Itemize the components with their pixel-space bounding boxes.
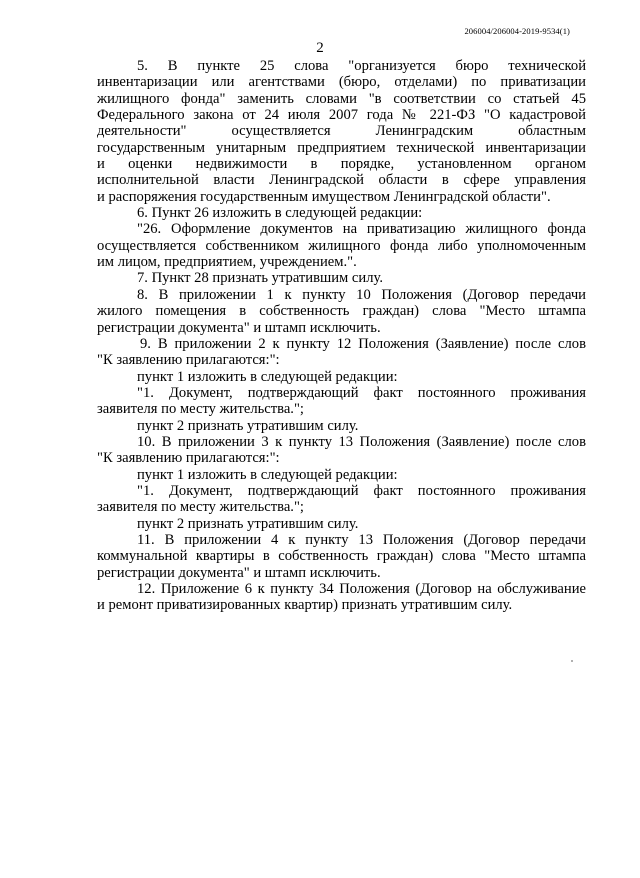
paragraph-6: 6. Пункт 26 изложить в следующей редакции: (137, 205, 423, 222)
paragraph-5-line: и оценки недвижимости в порядке, установленном органом (97, 156, 586, 173)
paragraph-5-line: и распоряжения государственным имуществом Ленинградской области". (97, 188, 551, 205)
quote-26-line: им лицом, предприятием, учреждением.". (97, 254, 357, 271)
document-id: 206004/206004-2019-9534(1) (464, 26, 570, 36)
page-number: 2 (316, 40, 324, 56)
scan-speck (571, 660, 573, 662)
paragraph-5-line: Федерального закона от 24 июля 2007 года № 221-ФЗ "О кадастровой (97, 107, 586, 124)
paragraph-11-line: регистрации документа" и штамп исключить. (97, 564, 381, 581)
paragraph-5-line: инвентаризации или агентствами (бюро, отделами) по приватизации (97, 74, 586, 91)
paragraph-10-quote-line: заявителя по месту жительства."; (97, 499, 304, 516)
paragraph-11-line: 11. В приложении 4 к пункту 13 Положения (Договор передачи (137, 531, 586, 548)
paragraph-8-line: 8. В приложении 1 к пункту 10 Положения (Договор передачи (137, 286, 586, 303)
paragraph-5-line: государственным унитарным предприятием технической инвентаризации (97, 139, 586, 156)
paragraph-5-line: 5. В пункте 25 слова "организуется бюро технической (137, 58, 586, 74)
paragraph-12-line: и ремонт приватизированных квартир) признать утратившим силу. (97, 597, 513, 614)
paragraph-5-line: жилищного фонда" заменить словами "в соответствии со статьей 45 (97, 90, 586, 107)
paragraph-10-subitem-2: пункт 2 признать утратившим силу. (137, 515, 359, 532)
paragraph-10-subitem-1: пункт 1 изложить в следующей редакции: (137, 466, 398, 483)
paragraph-9-subitem-1: пункт 1 изложить в следующей редакции: (137, 368, 398, 385)
paragraph-9-line: 9. В приложении 2 к пункту 12 Положения (Заявление) после слов (140, 335, 586, 352)
paragraph-5-line: исполнительной власти Ленинградской области в сфере управления (97, 172, 586, 189)
quote-26-line: осуществляется собственником жилищного фонда либо уполномоченным (97, 237, 586, 254)
paragraph-9-subitem-2: пункт 2 признать утратившим силу. (137, 417, 359, 434)
paragraph-11-line: коммунальной квартиры в собственность граждан) слова "Место штампа (97, 548, 586, 565)
paragraph-8-line: жилого помещения в собственность граждан) слова "Место штампа (97, 303, 586, 320)
quote-26-line: "26. Оформление документов на приватизацию жилищного фонда (137, 221, 586, 238)
paragraph-12-line: 12. Приложение 6 к пункту 34 Положения (Договор на обслуживание (137, 581, 586, 597)
paragraph-9-quote-line: заявителя по месту жительства."; (97, 401, 304, 418)
paragraph-8-line: регистрации документа" и штамп исключить. (97, 319, 381, 336)
paragraph-7: 7. Пункт 28 признать утратившим силу. (137, 270, 383, 287)
paragraph-10-quote-line: "1. Документ, подтверждающий факт постоянного проживания (137, 482, 586, 499)
paragraph-9-quote-line: "1. Документ, подтверждающий факт постоянного проживания (137, 384, 586, 401)
paragraph-10-line: 10. В приложении 3 к пункту 13 Положения (Заявление) после слов (137, 433, 586, 450)
paragraph-10-line: "К заявлению прилагаются:": (97, 450, 280, 467)
paragraph-9-line: "К заявлению прилагаются:": (97, 352, 280, 369)
paragraph-5-line: деятельности" осуществляется Ленинградским областным (97, 123, 586, 140)
document-body (97, 58, 586, 614)
